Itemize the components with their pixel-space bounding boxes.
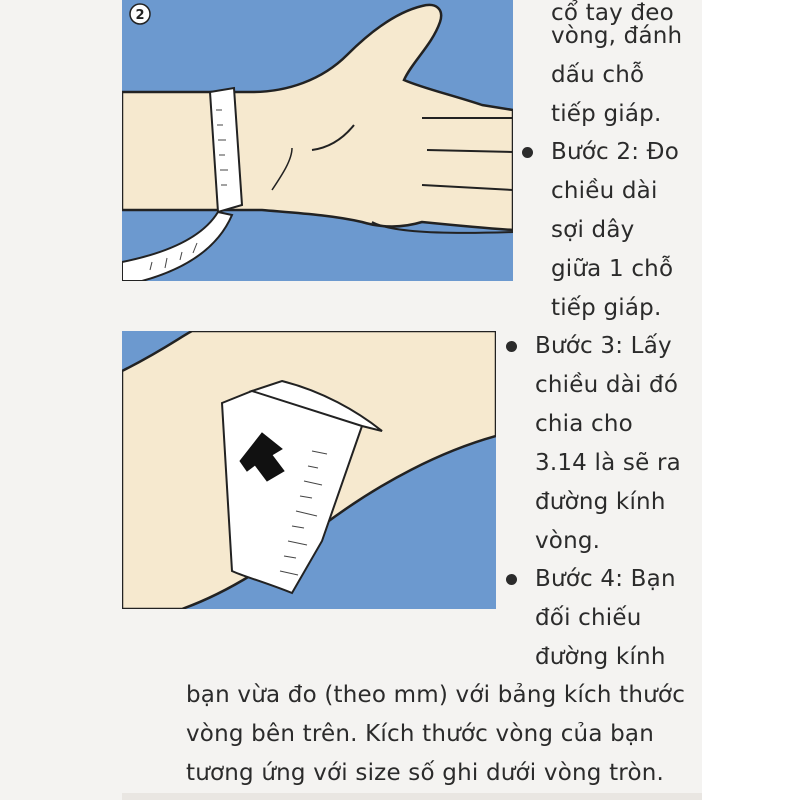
left-margin	[0, 0, 122, 800]
step4-line-1: Bước 4: Bạn	[535, 566, 676, 592]
bullet-step-3	[506, 341, 517, 352]
arm-strip-illustration	[122, 331, 496, 609]
step3-line-1: Bước 3: Lấy	[535, 333, 672, 359]
step4-line-3: đường kính	[535, 644, 666, 670]
right-margin	[702, 0, 800, 800]
step3-line-5: đường kính	[535, 489, 666, 515]
step2-line-3: sợi dây	[551, 217, 635, 243]
step2-line-5: tiếp giáp.	[551, 295, 662, 321]
figure-badge: 2	[135, 8, 145, 23]
step2-line-1: Bước 2: Đo	[551, 139, 679, 165]
step3-line-6: vòng.	[535, 528, 601, 554]
step2-line-2: chiều dài	[551, 178, 658, 204]
bullet-step-2	[522, 147, 533, 158]
bullet-step-4	[506, 574, 517, 585]
step4-line-6: tương ứng với size số ghi dưới vòng tròn.	[186, 760, 665, 786]
step3-line-2: chiều dài đó	[535, 372, 679, 398]
wrist-measure-illustration	[122, 0, 513, 281]
step4-line-5: vòng bên trên. Kích thước vòng của bạn	[186, 721, 655, 747]
step1-line-3: dấu chỗ	[551, 62, 645, 88]
step1-line-2: vòng, đánh	[551, 23, 683, 49]
bottom-divider	[122, 793, 702, 800]
step1-line-4: tiếp giáp.	[551, 101, 662, 127]
step3-line-4: 3.14 là sẽ ra	[535, 450, 681, 476]
step1-line-1: cổ tay đeo	[551, 0, 674, 26]
step4-line-2: đối chiếu	[535, 605, 642, 631]
step2-line-4: giữa 1 chỗ	[551, 256, 674, 282]
step3-line-3: chia cho	[535, 411, 633, 437]
step4-line-4: bạn vừa đo (theo mm) với bảng kích thước	[186, 682, 686, 708]
